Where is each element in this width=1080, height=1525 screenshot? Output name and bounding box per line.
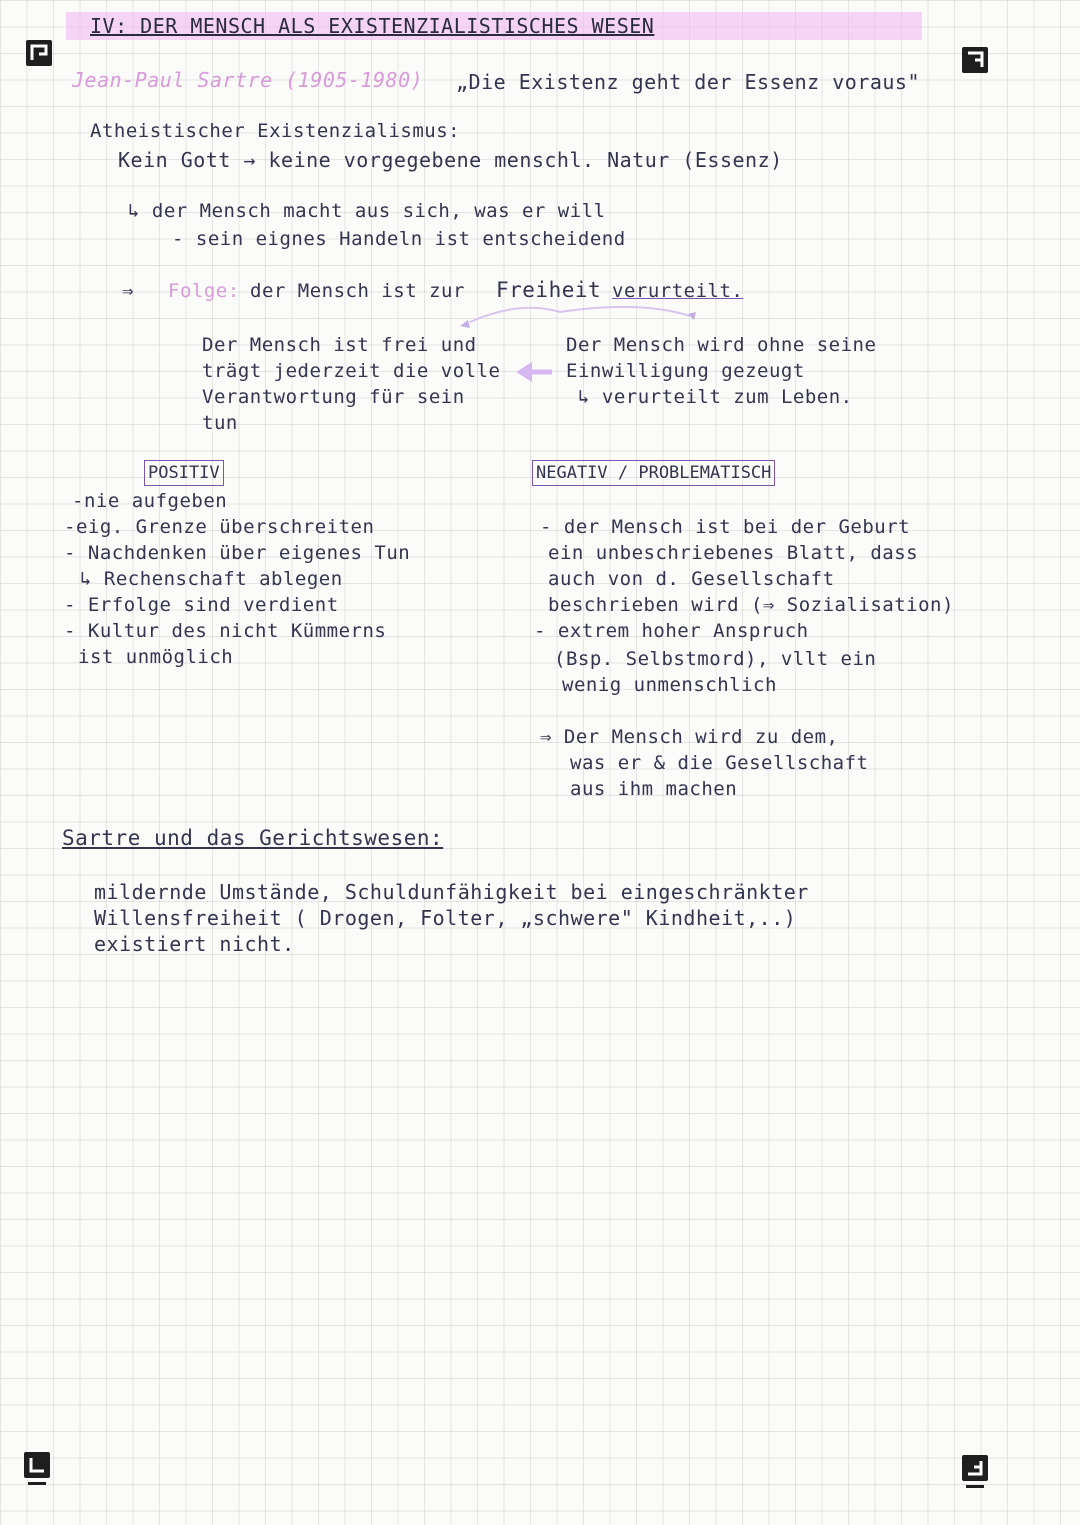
list-item: - der Mensch ist bei der Geburt xyxy=(540,516,911,538)
negative-label: NEGATIV / PROBLEMATISCH xyxy=(532,460,775,486)
conclusion-line: ⇒ Der Mensch wird zu dem, xyxy=(540,726,839,748)
folge-verurteilt: verurteilt. xyxy=(612,280,744,302)
list-item: (Bsp. Selbstmord), vllt ein xyxy=(554,648,877,670)
court-line: Willensfreiheit ( Drogen, Folter, „schwere" Kindheit,..) xyxy=(94,906,797,930)
list-item: ist unmöglich xyxy=(78,646,234,668)
list-item: beschrieben wird (⇒ Sozialisation) xyxy=(548,594,954,616)
right-note-line: Einwilligung gezeugt xyxy=(566,360,805,382)
line-man-makes-himself: ↳ der Mensch macht aus sich, was er will xyxy=(128,200,606,222)
left-note-line: tun xyxy=(202,412,238,434)
folge-arrow: ⇒ xyxy=(122,280,134,302)
right-note-line: ↳ verurteilt zum Leben. xyxy=(578,386,853,408)
left-note-line: trägt jederzeit die volle xyxy=(202,360,501,382)
list-item: - extrem hoher Anspruch xyxy=(534,620,809,642)
conclusion-line: was er & die Gesellschaft xyxy=(570,752,869,774)
line-own-actions: - sein eignes Handeln ist entscheidend xyxy=(172,228,626,250)
left-note-line: Der Mensch ist frei und xyxy=(202,334,477,356)
right-note-line: Der Mensch wird ohne seine xyxy=(566,334,877,356)
author-name: Jean-Paul Sartre (1905-1980) xyxy=(72,68,424,92)
list-item: - Nachdenken über eigenes Tun xyxy=(64,542,411,564)
court-line: mildernde Umstände, Schuldunfähigkeit bei eingeschränkter xyxy=(94,880,809,904)
left-note-line: Verantwortung für sein xyxy=(202,386,465,408)
list-item: - Erfolge sind verdient xyxy=(64,594,339,616)
list-item: ↳ Rechenschaft ablegen xyxy=(80,568,343,590)
folge-text: der Mensch ist zur xyxy=(250,280,465,302)
folge-freiheit: Freiheit xyxy=(496,278,602,302)
list-item: wenig unmenschlich xyxy=(562,674,777,696)
list-item: ein unbeschriebenes Blatt, dass xyxy=(548,542,919,564)
list-item: -nie aufgeben xyxy=(72,490,228,512)
list-item: -eig. Grenze überschreiten xyxy=(64,516,375,538)
section-heading-court: Sartre und das Gerichtswesen: xyxy=(62,826,444,850)
sartre-quote: „Die Existenz geht der Essenz voraus" xyxy=(456,70,921,94)
folge-label: Folge: xyxy=(168,280,240,302)
list-item: - Kultur des nicht Kümmerns xyxy=(64,620,387,642)
page-title: IV: DER MENSCH ALS EXISTENZIALISTISCHES WESEN xyxy=(90,14,655,38)
court-line: existiert nicht. xyxy=(94,932,295,956)
section-heading-existentialism: Atheistischer Existenzialismus: xyxy=(90,120,461,142)
positive-label: POSITIV xyxy=(144,460,224,486)
list-item: auch von d. Gesellschaft xyxy=(548,568,835,590)
line-no-god: Kein Gott → keine vorgegebene menschl. Natur (Essenz) xyxy=(118,148,783,172)
conclusion-line: aus ihm machen xyxy=(570,778,738,800)
